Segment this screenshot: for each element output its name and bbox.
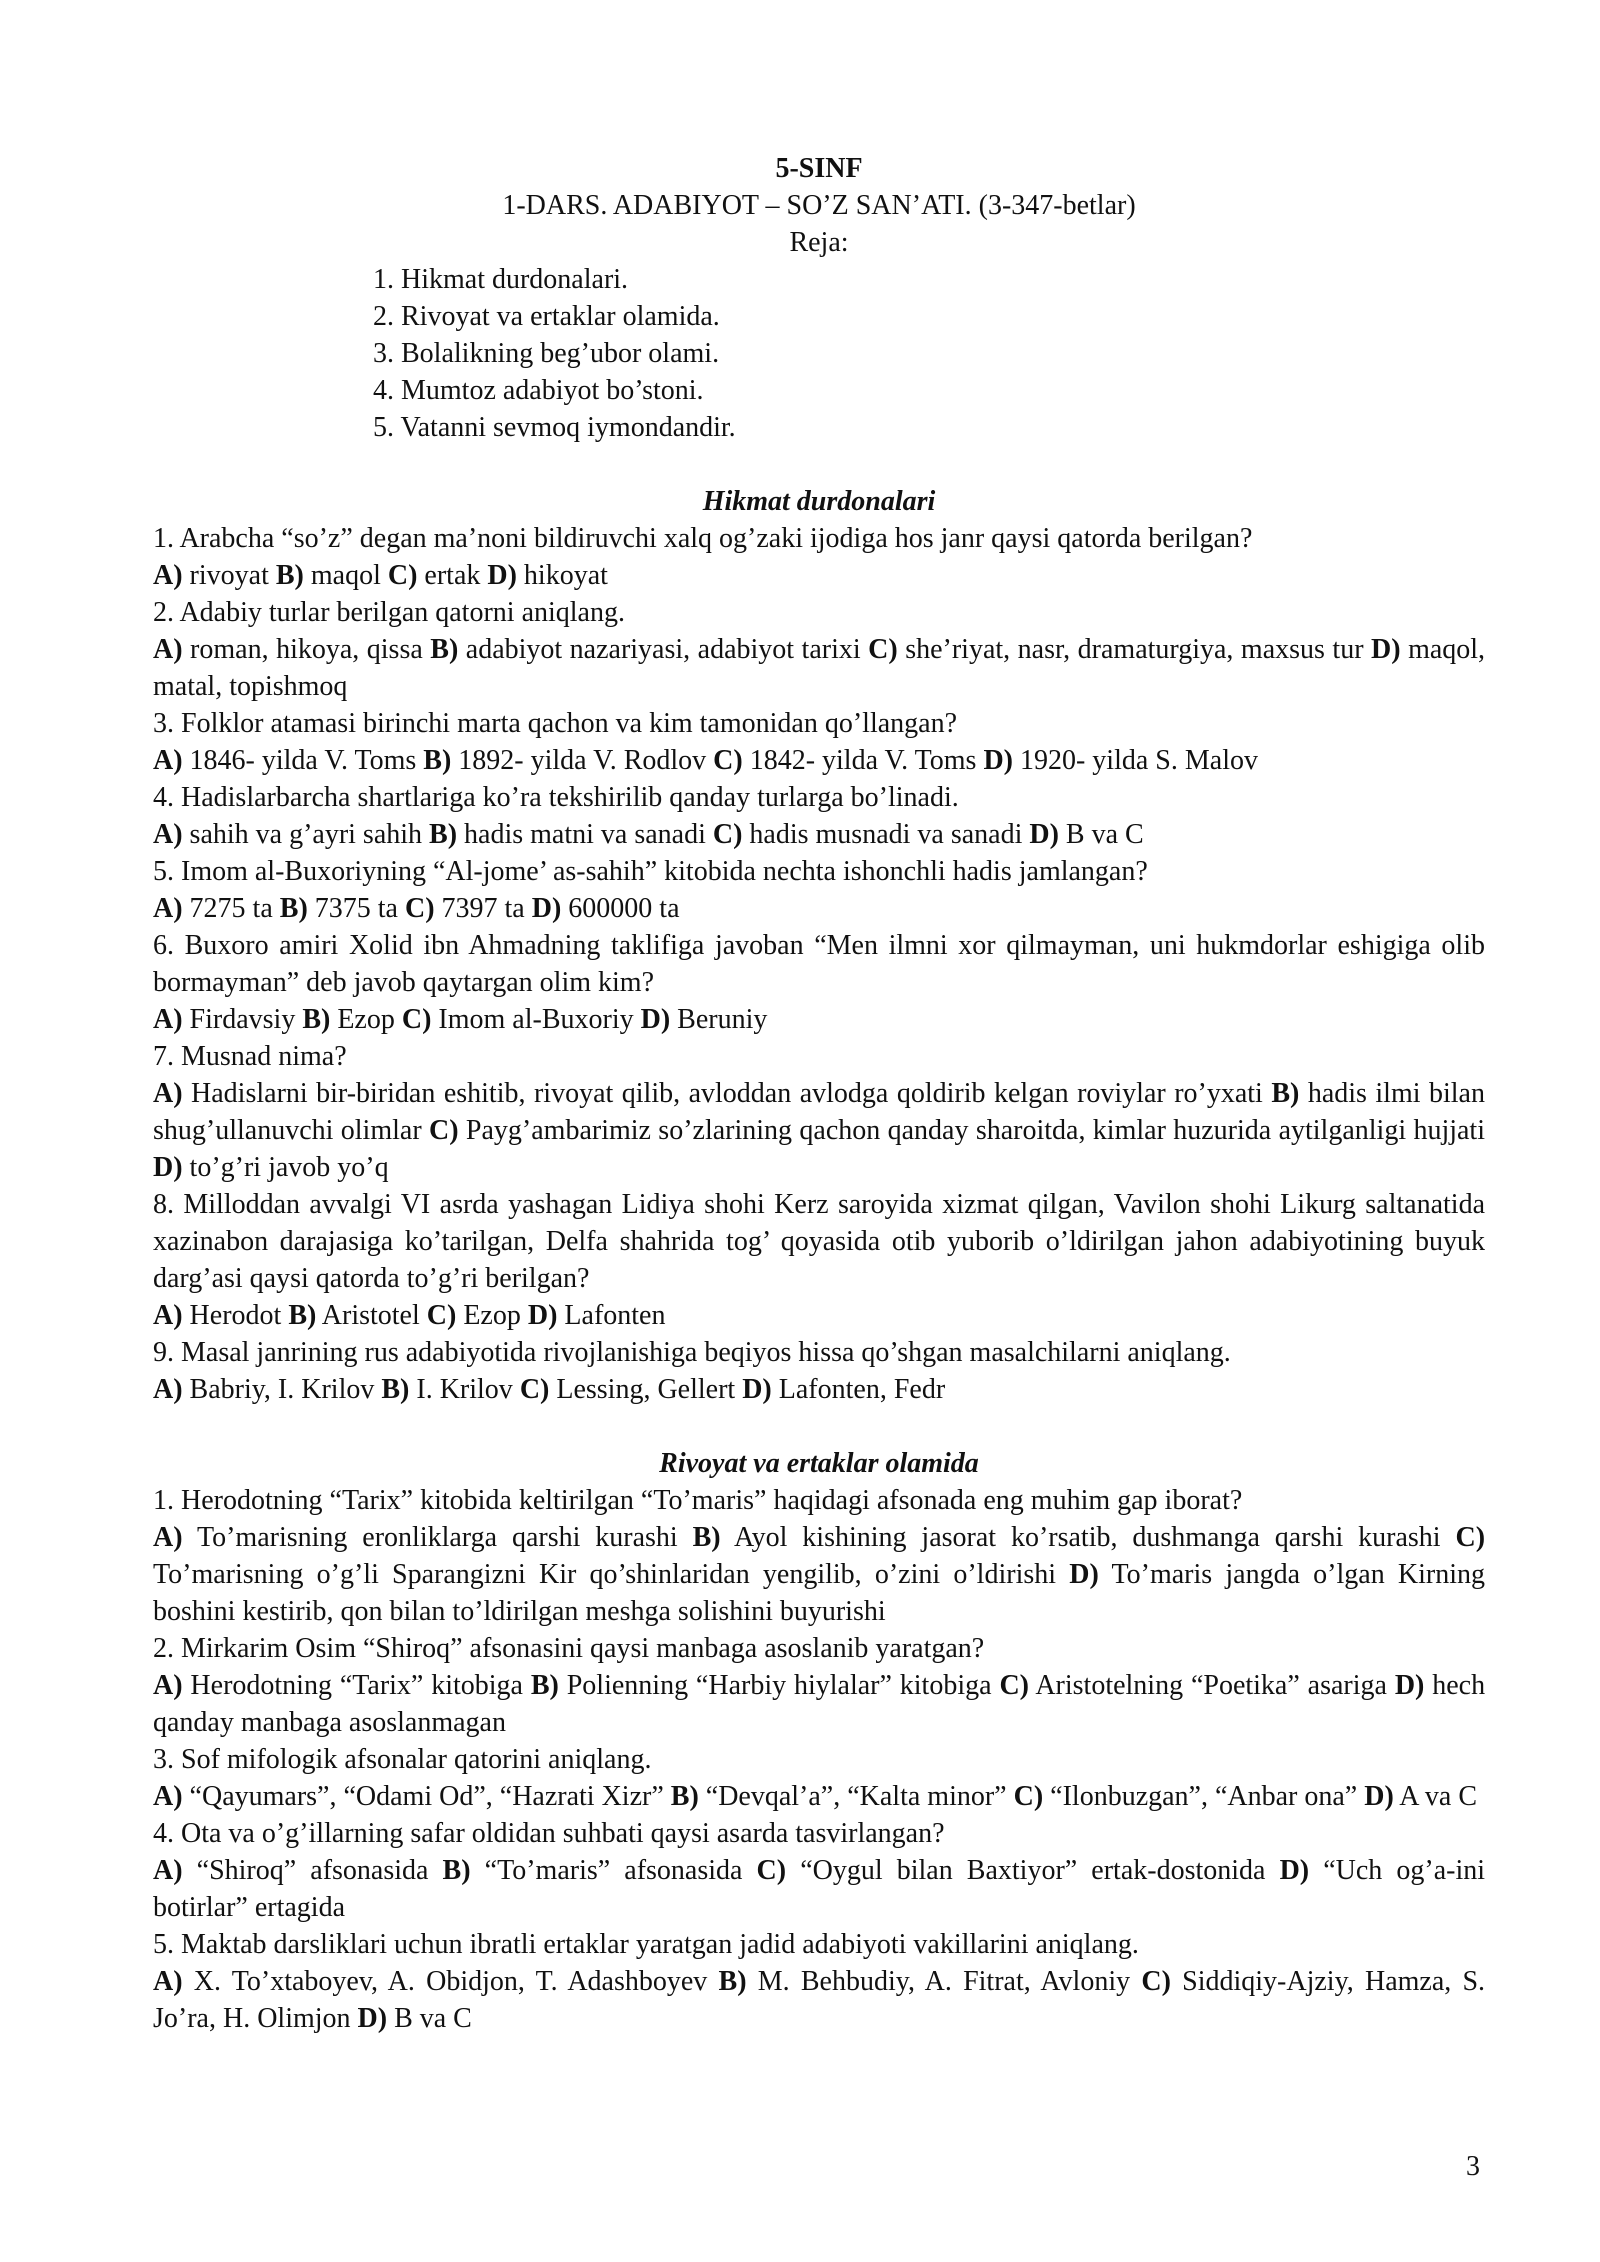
option-text-c: Payg’ambarimiz so’zlarining qachon qanday sharoitda, kimlar huzurida aytilganligi hujjati bbox=[465, 1115, 1485, 1146]
option-text-a: Firdavsiy bbox=[189, 1004, 296, 1035]
option-letter-d: D) bbox=[983, 745, 1013, 776]
option-letter-a: A) bbox=[153, 1374, 183, 1405]
option-text-a: sahih va g’ayri sahih bbox=[189, 819, 423, 850]
option-letter-b: B) bbox=[530, 1670, 559, 1701]
option-text-a: To’marisning eronliklarga qarshi kurashi bbox=[196, 1522, 678, 1553]
plan-item: 4. Mumtoz adabiyot bo’stoni. bbox=[373, 375, 704, 406]
answer-options bbox=[153, 1778, 1485, 1815]
answer-options bbox=[153, 1519, 1485, 1630]
option-text-c: “Ilonbuzgan”, “Anbar ona” bbox=[1050, 1781, 1358, 1812]
option-letter-b: B) bbox=[279, 893, 308, 924]
option-text-d: hikoyat bbox=[523, 560, 608, 591]
question-text: 8. Milloddan avvalgi VI asrda yashagan Lidiya shohi Kerz saroyida xizmat qilgan, Vavilon shohi Likurg saltanatida xazinabon darajasiga ko’tarilgan, Delfa shahrida tog’ qoyasida otib yuborib o’ldirilgan jahon adabiyotining buyuk darg’asi qaysi qatorda to’g’ri berilgan? bbox=[153, 1189, 1485, 1294]
plan-item: 3. Bolalikning beg’ubor olami. bbox=[373, 338, 720, 369]
option-text-b: Ezop bbox=[337, 1004, 395, 1035]
question-text: 5. Imom al-Buxoriyning “Al-jome’ as-sahih” kitobida nechta ishonchli hadis jamlangan? bbox=[153, 856, 1148, 887]
option-letter-b: B) bbox=[1271, 1078, 1300, 1109]
option-letter-c: C) bbox=[404, 893, 435, 924]
section-title: Rivoyat va ertaklar olamida bbox=[659, 1448, 979, 1479]
option-letter-b: B) bbox=[423, 745, 452, 776]
option-letter-a: A) bbox=[153, 1004, 183, 1035]
option-letter-b: B) bbox=[381, 1374, 410, 1405]
question-text: 7. Musnad nima? bbox=[153, 1041, 347, 1072]
option-text-a: Hadislarni bir-biridan eshitib, rivoyat qilib, avloddan avlodga qoldirib kelgan roviylar ro’yxati bbox=[191, 1078, 1263, 1109]
option-text-b: 7375 ta bbox=[314, 893, 398, 924]
answer-options bbox=[153, 1963, 1485, 2037]
option-text-a: Herodotning “Tarix” kitobiga bbox=[190, 1670, 523, 1701]
option-text-d: Lafonten, Fedr bbox=[778, 1374, 946, 1405]
option-text-d: “Uch og’a-ini botirlar” ertagida bbox=[153, 1855, 1486, 1923]
option-letter-c: C) bbox=[868, 634, 898, 665]
option-letter-d: D) bbox=[357, 2003, 388, 2034]
option-text-b: hadis ilmi bilan shug’ullanuvchi olimlar bbox=[153, 1078, 1485, 1146]
question-text: 5. Maktab darsliklari uchun ibratli ertaklar yaratgan jadid adabiyoti vakillarini aniqlang. bbox=[153, 1929, 1139, 1960]
option-letter-b: B) bbox=[430, 634, 459, 665]
answer-options bbox=[153, 1371, 1485, 1408]
option-letter-c: C) bbox=[426, 1300, 457, 1331]
option-text-c: “Oygul bilan Baxtiyor” ertak-dostonida bbox=[800, 1855, 1266, 1886]
option-letter-d: D) bbox=[527, 1300, 558, 1331]
option-text-b: “To’maris” afsonasida bbox=[484, 1855, 743, 1886]
option-text-a: roman, hikoya, qissa bbox=[190, 634, 423, 665]
question-text: 9. Masal janrining rus adabiyotida rivojlanishiga beqiyos hissa qo’shgan masalchilarni aniqlang. bbox=[153, 1337, 1231, 1368]
option-letter-a: A) bbox=[153, 893, 183, 924]
option-text-a: “Shiroq” afsonasida bbox=[196, 1855, 429, 1886]
document-page bbox=[153, 150, 1485, 2037]
option-letter-c: C) bbox=[387, 560, 418, 591]
option-letter-d: D) bbox=[1371, 634, 1401, 665]
option-text-c: Lessing, Gellert bbox=[556, 1374, 736, 1405]
plan-item: 2. Rivoyat va ertaklar olamida. bbox=[373, 301, 720, 332]
answer-options bbox=[153, 1075, 1485, 1186]
plan-item: 5. Vatanni sevmoq iymondandir. bbox=[373, 412, 736, 443]
option-letter-b: B) bbox=[670, 1781, 699, 1812]
option-text-a: Herodot bbox=[189, 1300, 282, 1331]
option-letter-a: A) bbox=[153, 1522, 183, 1553]
question-text: 2. Adabiy turlar berilgan qatorni aniqlang. bbox=[153, 597, 625, 628]
grade-heading: 5-SINF bbox=[775, 153, 863, 184]
option-text-c: Aristotelning “Poetika” asariga bbox=[1035, 1670, 1387, 1701]
question-text: 1. Arabcha “so’z” degan ma’noni bildiruvchi xalq og’zaki ijodiga hos janr qaysi qatorda berilgan? bbox=[153, 523, 1253, 554]
option-letter-b: B) bbox=[429, 819, 458, 850]
option-text-b: “Devqal’a”, “Kalta minor” bbox=[705, 1781, 1007, 1812]
option-text-b: Ayol kishining jasorat ko’rsatib, dushmanga qarshi kurashi bbox=[733, 1522, 1441, 1553]
option-text-b: Polienning “Harbiy hiylalar” kitobiga bbox=[566, 1670, 992, 1701]
option-letter-d: D) bbox=[1364, 1781, 1394, 1812]
option-text-b: 1892- yilda V. Rodlov bbox=[458, 745, 707, 776]
option-text-c: ertak bbox=[424, 560, 481, 591]
option-text-a: 7275 ta bbox=[189, 893, 273, 924]
option-letter-a: A) bbox=[153, 1855, 183, 1886]
option-letter-d: D) bbox=[487, 560, 517, 591]
option-text-b: maqol bbox=[310, 560, 381, 591]
answer-options bbox=[153, 742, 1485, 779]
option-letter-a: A) bbox=[153, 1966, 183, 1997]
question-text: 2. Mirkarim Osim “Shiroq” afsonasini qaysi manbaga asoslanib yaratgan? bbox=[153, 1633, 985, 1664]
option-letter-d: D) bbox=[640, 1004, 671, 1035]
option-text-c: 1842- yilda V. Toms bbox=[749, 745, 977, 776]
option-letter-c: C) bbox=[1455, 1522, 1486, 1553]
option-text-b: adabiyot nazariyasi, adabiyot tarixi bbox=[465, 634, 861, 665]
option-text-b: Aristotel bbox=[321, 1300, 420, 1331]
option-letter-d: D) bbox=[742, 1374, 772, 1405]
option-text-d: maqol, matal, topishmoq bbox=[153, 634, 1486, 702]
sections-container bbox=[153, 483, 1485, 2037]
option-text-a: X. To’xtaboyev, A. Obidjon, T. Adashboyev bbox=[193, 1966, 708, 1997]
option-text-c: she’riyat, nasr, dramaturgiya, maxsus tur bbox=[905, 634, 1364, 665]
option-text-a: “Qayumars”, “Odami Od”, “Hazrati Xizr” bbox=[189, 1781, 664, 1812]
option-letter-d: D) bbox=[1394, 1670, 1425, 1701]
option-text-d: 1920- yilda S. Malov bbox=[1019, 745, 1258, 776]
option-letter-d: D) bbox=[153, 1152, 183, 1183]
question-text: 6. Buxoro amiri Xolid ibn Ahmadning taklifiga javoban “Men ilmni xor qilmayman, uni hukmdorlar eshigiga olib bormayman” deb javob qaytargan olim kim? bbox=[153, 930, 1485, 998]
option-text-b: I. Krilov bbox=[416, 1374, 513, 1405]
option-text-d: to’g’ri javob yo’q bbox=[189, 1152, 389, 1183]
option-letter-c: C) bbox=[712, 819, 743, 850]
option-letter-c: C) bbox=[756, 1855, 787, 1886]
option-letter-c: C) bbox=[401, 1004, 432, 1035]
option-letter-a: A) bbox=[153, 1781, 183, 1812]
option-text-c: Siddiqiy-Ajziy, Hamza, S. Jo’ra, H. Olimjon bbox=[153, 1966, 1486, 2034]
page-number: 3 bbox=[1466, 2151, 1480, 2182]
answer-options bbox=[153, 631, 1485, 705]
question-text: 1. Herodotning “Tarix” kitobida keltirilgan “To’maris” haqidagi afsonada eng muhim gap iborat? bbox=[153, 1485, 1243, 1516]
option-text-c: 7397 ta bbox=[441, 893, 525, 924]
option-text-c: Imom al-Buxoriy bbox=[438, 1004, 634, 1035]
answer-options bbox=[153, 1667, 1485, 1741]
plan-item: 1. Hikmat durdonalari. bbox=[373, 264, 629, 295]
option-letter-d: D) bbox=[531, 893, 562, 924]
question-text: 4. Hadislarbarcha shartlariga ko’ra tekshirilib qanday turlarga bo’linadi. bbox=[153, 782, 959, 813]
option-text-d: To’maris jangda o’lgan Kirning boshini kestirib, qon bilan to’ldirilgan meshga solishini buyurishi bbox=[153, 1559, 1486, 1627]
option-text-c: Ezop bbox=[463, 1300, 521, 1331]
option-letter-a: A) bbox=[153, 1670, 183, 1701]
answer-options bbox=[153, 1297, 1485, 1334]
option-letter-d: D) bbox=[1029, 819, 1059, 850]
option-letter-a: A) bbox=[153, 634, 183, 665]
answer-options bbox=[153, 1001, 1485, 1038]
answer-options bbox=[153, 557, 1485, 594]
question-text: 3. Folklor atamasi birinchi marta qachon va kim tamonidan qo’llangan? bbox=[153, 708, 958, 739]
option-text-a: 1846- yilda V. Toms bbox=[189, 745, 417, 776]
option-text-d: Lafonten bbox=[564, 1300, 666, 1331]
option-text-d: B va C bbox=[394, 2003, 472, 2034]
option-text-d: B va C bbox=[1065, 819, 1144, 850]
lesson-title: 1-DARS. ADABIYOT – SO’Z SAN’ATI. (3-347-betlar) bbox=[502, 190, 1136, 221]
option-letter-c: C) bbox=[519, 1374, 550, 1405]
answer-options bbox=[153, 890, 1485, 927]
option-letter-d: D) bbox=[1069, 1559, 1099, 1590]
option-text-b: M. Behbudiy, A. Fitrat, Avloniy bbox=[757, 1966, 1131, 1997]
option-letter-b: B) bbox=[442, 1855, 471, 1886]
option-text-a: Babriy, I. Krilov bbox=[189, 1374, 375, 1405]
option-letter-a: A) bbox=[153, 1300, 183, 1331]
question-text: 3. Sof mifologik afsonalar qatorini aniqlang. bbox=[153, 1744, 652, 1775]
option-letter-c: C) bbox=[713, 745, 743, 776]
answer-options bbox=[153, 1852, 1485, 1926]
section-title: Hikmat durdonalari bbox=[702, 486, 936, 517]
option-text-a: rivoyat bbox=[189, 560, 269, 591]
option-letter-b: B) bbox=[718, 1966, 747, 1997]
option-letter-b: B) bbox=[275, 560, 304, 591]
option-text-b: hadis matni va sanadi bbox=[464, 819, 706, 850]
question-text: 4. Ota va o’g’illarning safar oldidan suhbati qaysi asarda tasvirlangan? bbox=[153, 1818, 945, 1849]
option-letter-c: C) bbox=[1141, 1966, 1171, 1997]
option-letter-b: B) bbox=[692, 1522, 721, 1553]
option-letter-a: A) bbox=[153, 560, 183, 591]
option-letter-c: C) bbox=[999, 1670, 1029, 1701]
plan-label: Reja: bbox=[789, 227, 849, 258]
option-letter-d: D) bbox=[1279, 1855, 1310, 1886]
option-text-d: Beruniy bbox=[677, 1004, 768, 1035]
option-text-d: 600000 ta bbox=[568, 893, 680, 924]
option-letter-c: C) bbox=[429, 1115, 459, 1146]
option-text-c: hadis musnadi va sanadi bbox=[749, 819, 1023, 850]
option-letter-a: A) bbox=[153, 1078, 183, 1109]
option-text-d: A va C bbox=[1399, 1781, 1478, 1812]
option-letter-b: B) bbox=[302, 1004, 331, 1035]
option-letter-b: B) bbox=[288, 1300, 317, 1331]
option-text-d: hech qanday manbaga asoslanmagan bbox=[153, 1670, 1486, 1738]
option-text-c: To’marisning o’g’li Sparangizni Kir qo’shinlaridan yengilib, o’zini o’ldirishi bbox=[153, 1559, 1057, 1590]
answer-options bbox=[153, 816, 1485, 853]
option-letter-a: A) bbox=[153, 819, 183, 850]
option-letter-a: A) bbox=[153, 745, 183, 776]
plan-list bbox=[373, 261, 1485, 446]
option-letter-c: C) bbox=[1013, 1781, 1044, 1812]
